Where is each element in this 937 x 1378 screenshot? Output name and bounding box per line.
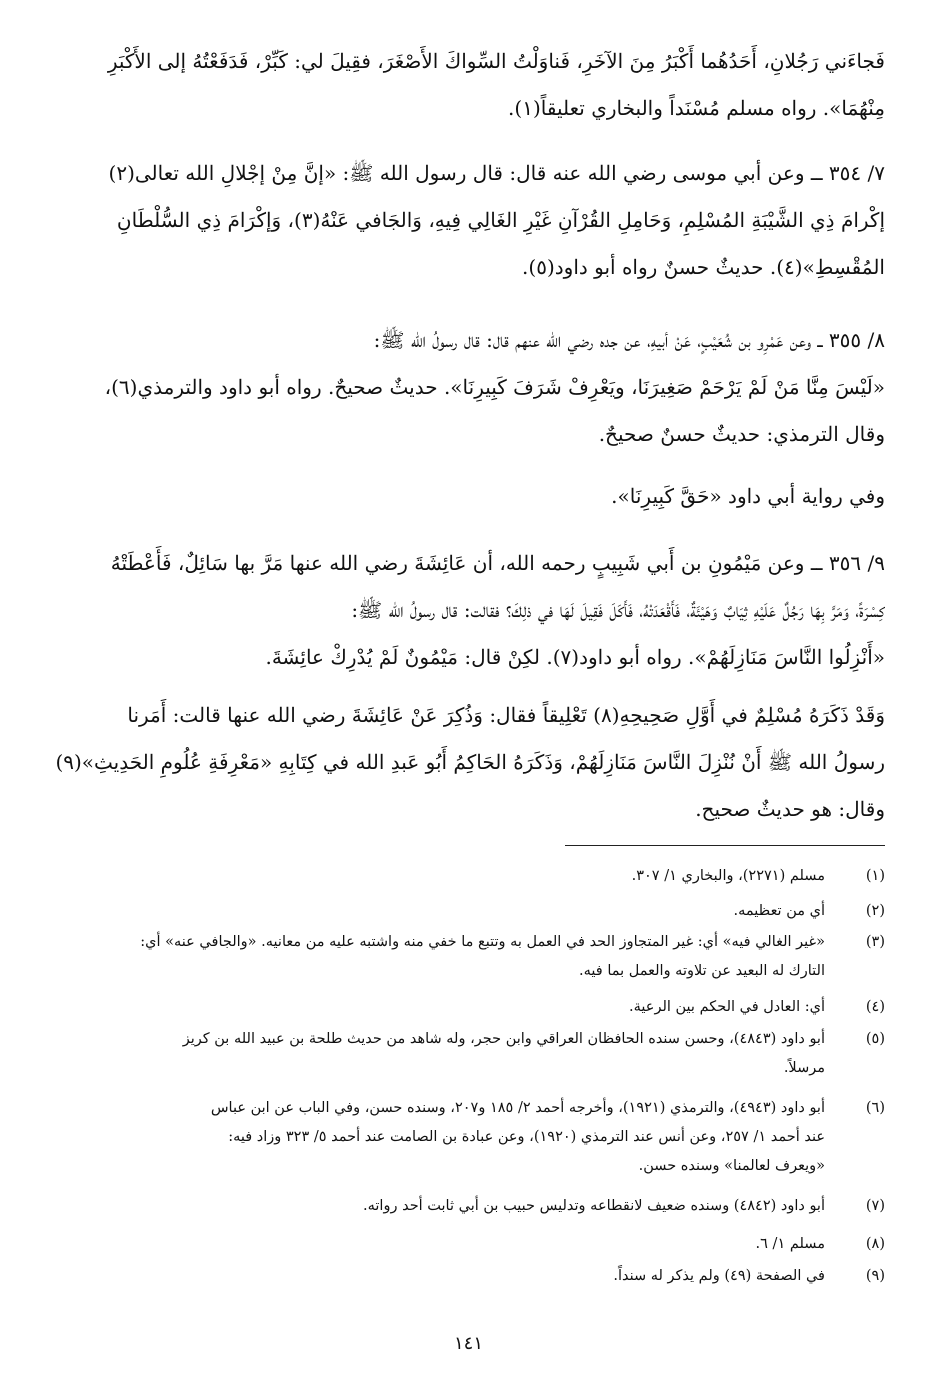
footnote-6 (52, 1094, 885, 1181)
hadith-354 (47, 150, 885, 291)
footnote-9 (52, 1262, 885, 1291)
hadith-355 (47, 317, 885, 458)
footnote-line: التارك له البعيد عن تلاوته والعمل بما فيه. (579, 963, 825, 979)
text-line: وقال الترمذي: حديثٌ حسنٌ صحيحٌ. (598, 422, 885, 446)
footnote-number: (٨) (865, 1236, 885, 1252)
footnote-line: «غير الغالي فيه» أي: غير المتجاوز الحد في العمل به وتتبع ما خفي منه واشتبه عليه من معانيه. «والجافي عنه» أي: (140, 934, 825, 950)
footnote-7 (52, 1192, 885, 1221)
hadith-356 (47, 540, 885, 681)
page-number: ١٤١ (453, 1333, 483, 1354)
footnote-4 (52, 993, 885, 1022)
footnote-number: (٢) (865, 903, 885, 919)
footnote-line: أي من تعظيمه. (733, 903, 825, 919)
footnote-1 (52, 862, 885, 891)
footnote-number: (٥) (865, 1031, 885, 1047)
text-line: وفي رواية أبي داود «حَقَّ كَبِيرِنَا». (611, 484, 885, 508)
footnote-line: مسلم ١/ ٦. (755, 1236, 825, 1252)
footnote-line: «ويعرف لعالمنا» وسنده حسن. (638, 1158, 825, 1174)
footnote-number: (١) (865, 868, 885, 884)
footnote-separator (565, 845, 885, 846)
text-line: «أَنْزِلُوا النَّاسَ مَنَازِلَهُمْ». رواه أبو داود(٧). لكِنْ قال: مَيْمُونٌ لَمْ يُدْرِكْ عائِشَةَ. (265, 645, 885, 669)
footnote-number: (٣) (865, 934, 885, 950)
footnote-5 (52, 1025, 885, 1083)
footnote-3 (52, 928, 885, 986)
text-line: وقال: هو حديثٌ صحيح. (695, 797, 885, 821)
footnote-number: (٧) (865, 1198, 885, 1214)
footnote-2 (52, 897, 885, 926)
abu-dawud-variant (47, 473, 885, 520)
footnote-line: أي: العادل في الحكم بين الرعية. (629, 999, 825, 1015)
footnote-line: مسلم (٢٢٧١)، والبخاري ١/ ٣٠٧. (631, 868, 825, 884)
footnote-number: (٦) (865, 1100, 885, 1116)
footnote-line: أبو داود (٤٨٤٣)، وحسن سنده الحافظان العراقي وابن حجر، وله شاهد من حديث طلحة بن عبيد الله بن كريز (182, 1031, 825, 1047)
footnote-number: (٩) (865, 1268, 885, 1284)
text-line: إكْرامَ ذِي الشَّيْبَةِ المُسْلِمِ، وَحَامِلِ القُرْآنِ غَيْرِ الغَالِي فِيهِ، وَالجَافي عَنْهُ(٣)، وَإكْرَامَ ذِي السُّلْطَانِ (116, 208, 885, 232)
text-line: كِسْرَةً، وَمَرَّ بِهَا رَجُلٌ عَلَيْهِ ثِيَابٌ وَهَيْئَةٌ، فَأَقْعَدَتْهُ، فَأَكَلَ فَقِيلَ لَهَا في ذلِكَ؟ فقالت: قال رسولُ الله ﷺ: (351, 598, 885, 622)
text-line: رسولُ الله ﷺ أَنْ نُنْزِلَ النَّاسَ مَنَازِلَهُمْ، وَذَكَرَهُ الحَاكِمُ أَبُو عَبدِ الله في كِتَابِهِ «مَعْرِفَةِ عُلُومِ الحَدِيثِ»(٩) (55, 750, 885, 774)
text-line: «لَيْسَ مِنَّا مَنْ لَمْ يَرْحَمْ صَغِيرَنَا، ويَعْرِفْ شَرَفَ كَبِيرِنَا». حديثٌ صحيحٌ. رواه أبو داود والترمذي(٦)، (104, 375, 885, 399)
footnote-number: (٤) (865, 999, 885, 1015)
text-line: المُقْسِطِ»(٤). حديثٌ حسنٌ رواه أبو داود(٥). (522, 255, 885, 279)
text-line: مِنْهُمَا». رواه مسلم مُسْنَداً والبخاري تعليقاً(١). (508, 96, 885, 120)
text-line: فَجاءَني رَجُلانِ، أَحَدُهُما أَكْبَرُ مِنَ الآخَرِ، فَناوَلْتُ السِّواكَ الأَصْغَرَ، فقِيلَ لي: كَبِّرْ، فَدَفَعْتُهُ إلى الأَكْبَرِ (107, 49, 885, 73)
text-line: ٧/ ٣٥٤ ــ وعن أبي موسى رضي الله عنه قال: قال رسول الله ﷺ: «إنَّ مِنْ إجْلالِ الله تعالى(٢) (108, 161, 885, 185)
text-line: ٩/ ٣٥٦ ــ وعن مَيْمُونِ بن أَبي شَبِيبٍ رحمه الله، أن عَائِشَةَ رضي الله عنها مَرَّ بها سَائِلٌ، فَأَعْطَتْهُ (110, 551, 885, 575)
footnote-line: أبو داود (٤٨٤٢) وسنده ضعيف لانقطاعه وتدليس حبيب بن أبي ثابت أحد رواته. (363, 1198, 825, 1214)
footnote-line: أبو داود (٤٩٤٣)، والترمذي (١٩٢١)، وأخرجه أحمد ٢/ ١٨٥ و٢٠٧، وسنده حسن، وفي الباب عن ابن عباس (210, 1100, 825, 1116)
text-line: ٨/ ٣٥٥ ــ وعن عَمْرِو بن شُعَيْبٍ، عَنْ أبيهِ، عن جده رضي الله عنهم قال: قال رسولُ الله ﷺ: (373, 328, 885, 352)
footnote-8 (52, 1230, 885, 1259)
footnote-line: في الصفحة (٤٩) ولم يذكر له سنداً. (613, 1268, 825, 1284)
muslim-mention (47, 692, 885, 833)
text-line: وَقَدْ ذَكَرَهُ مُسْلِمٌ في أَوَّلِ صَحِيحِهِ(٨) تَعْلِيقاً فقال: وَذُكِرَ عَنْ عَائِشَةَ رضي الله عنها قالت: أَمَرنا (127, 703, 885, 727)
footnote-line: مرسلاً. (783, 1060, 825, 1076)
hadith-continuation (47, 38, 885, 132)
footnote-line: عند أحمد ١/ ٢٥٧، وعن أنس عند الترمذي (١٩٢٠)، وعن عبادة بن الصامت عند أحمد ٥/ ٣٢٣ وزاد فيه: (228, 1129, 825, 1145)
